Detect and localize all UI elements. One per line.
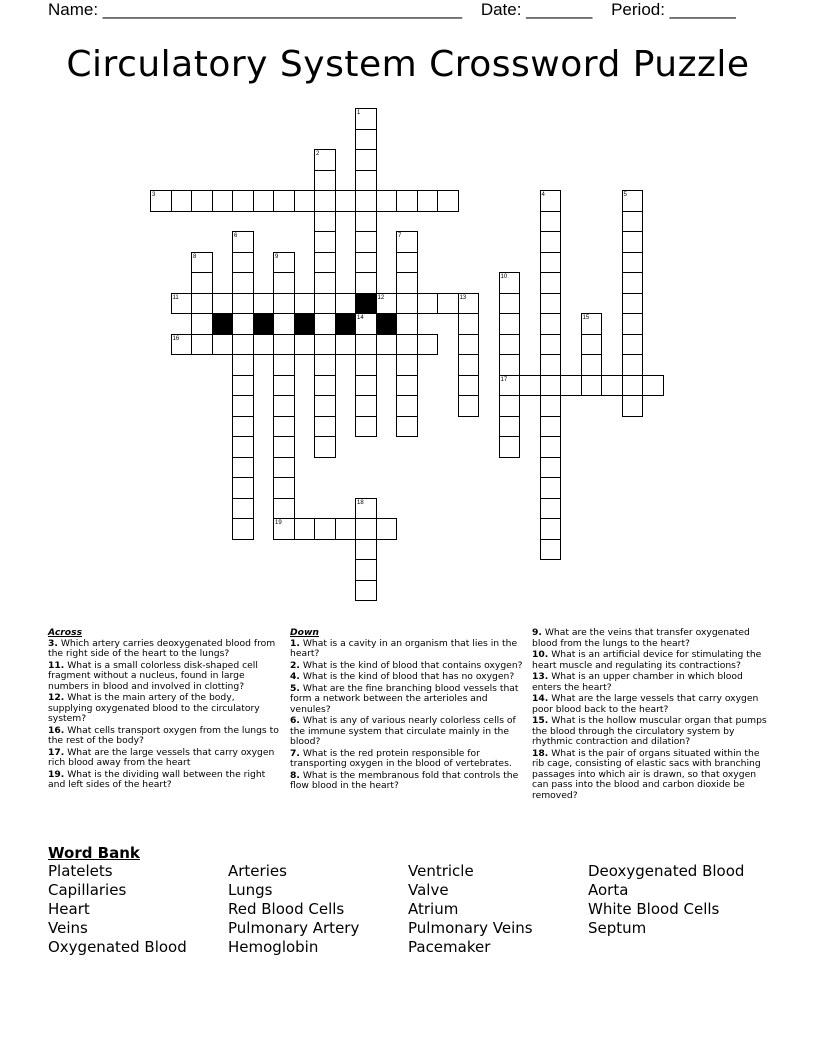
word-bank-item: Arteries xyxy=(228,862,287,880)
crossword-cell[interactable] xyxy=(540,375,562,397)
crossword-cell[interactable] xyxy=(355,190,377,212)
crossword-cell[interactable] xyxy=(396,354,418,376)
crossword-cell[interactable] xyxy=(314,231,336,253)
crossword-cell[interactable] xyxy=(622,375,644,397)
crossword-cell[interactable] xyxy=(540,313,562,335)
crossword-cell[interactable] xyxy=(458,313,480,335)
clue-number: 13 xyxy=(459,294,467,301)
crossword-cell[interactable] xyxy=(232,272,254,294)
crossword-cell[interactable] xyxy=(171,293,193,315)
word-bank-item: Septum xyxy=(588,919,647,937)
crossword-cell[interactable] xyxy=(642,375,664,397)
clue-number: 10 xyxy=(500,274,508,280)
crossword-cell[interactable] xyxy=(355,559,377,581)
crossword-cell[interactable] xyxy=(355,539,377,561)
period-field[interactable]: Period: _______ xyxy=(611,0,736,19)
crossword-cell[interactable] xyxy=(355,211,377,233)
crossword-cell[interactable] xyxy=(396,231,418,253)
word-bank-item: Ventricle xyxy=(408,862,474,880)
crossword-cell[interactable] xyxy=(499,313,521,335)
crossword-cell[interactable] xyxy=(191,293,213,315)
crossword-cell[interactable] xyxy=(171,190,193,212)
crossword-cell[interactable] xyxy=(150,190,172,212)
word-bank-item: Heart xyxy=(48,900,90,918)
crossword-cell[interactable] xyxy=(355,375,377,397)
crossword-cell[interactable] xyxy=(355,416,377,438)
crossword-cell[interactable] xyxy=(622,334,644,356)
crossword-cell[interactable] xyxy=(396,293,418,315)
crossword-cell[interactable] xyxy=(417,334,439,356)
crossword-cell[interactable] xyxy=(355,231,377,253)
crossword-cell[interactable] xyxy=(417,190,439,212)
clue-number: 9 xyxy=(275,253,279,260)
clue-number: 5 xyxy=(623,192,627,198)
crossword-cell[interactable] xyxy=(335,293,357,315)
crossword-cell[interactable] xyxy=(212,293,234,315)
crossword-cell[interactable] xyxy=(232,436,254,458)
crossword-cell[interactable] xyxy=(499,375,521,397)
crossword-cell[interactable] xyxy=(396,416,418,438)
clue-number: 1 xyxy=(357,110,361,116)
crossword-cell[interactable] xyxy=(253,293,275,315)
crossword-cell[interactable] xyxy=(581,313,603,335)
crossword-cell[interactable] xyxy=(458,375,480,397)
crossword-cell[interactable] xyxy=(355,395,377,417)
crossword-cell[interactable] xyxy=(191,272,213,294)
clue-down-13: 13. What is an upper chamber in which blood enters the heart? xyxy=(532,671,743,693)
crossword-cell[interactable] xyxy=(273,477,295,499)
crossword-cell[interactable] xyxy=(417,293,439,315)
date-field[interactable]: Date: _______ xyxy=(480,0,593,19)
crossword-cell[interactable] xyxy=(294,334,316,356)
crossword-cell[interactable] xyxy=(273,190,295,212)
clue-across-3: 3. Which artery carries deoxygenated blood from the right side of the heart to the lungs? xyxy=(48,637,276,659)
crossword-cell[interactable] xyxy=(314,518,336,540)
clue-down-4: 4. What is the kind of blood that has no oxygen? xyxy=(290,671,515,682)
crossword-cell[interactable] xyxy=(355,580,377,602)
name-field[interactable]: Name: ______________________________________ xyxy=(48,0,463,19)
clue-number: 19 xyxy=(275,520,282,526)
crossword-cell[interactable] xyxy=(499,354,521,376)
word-bank-item: Capillaries xyxy=(48,881,127,899)
crossword-cell[interactable] xyxy=(540,539,562,561)
crossword-cell[interactable] xyxy=(499,334,521,356)
crossword-cell[interactable] xyxy=(232,252,254,274)
crossword-cell[interactable] xyxy=(232,518,254,540)
clue-down-14: 14. What are the large vessels that carry oxygen poor blood back to the heart? xyxy=(532,693,759,715)
crossword-cell[interactable] xyxy=(273,436,295,458)
crossword-cell[interactable] xyxy=(294,518,316,540)
crossword-cell[interactable] xyxy=(273,313,295,335)
down-heading: Down xyxy=(290,627,319,638)
clue-number: 8 xyxy=(193,253,197,260)
clue-number: 16 xyxy=(172,335,180,342)
clue-down-18: 18. What is the pair of organs situated within the rib cage, consisting of elastic sacs with branching passages into which air is drawn, so that oxygen can pass into the blood and carbon dioxide be removed? xyxy=(532,747,761,801)
clue-across-19: 19. What is the dividing wall between the right and left sides of the heart? xyxy=(48,768,266,790)
clue-across-12: 12. What is the main artery of the body, supplying oxygenated blood to the circulatory system? xyxy=(48,692,260,724)
black-cell xyxy=(253,313,275,335)
crossword-cell[interactable] xyxy=(253,190,275,212)
crossword-cell[interactable] xyxy=(314,354,336,376)
clue-down-8: 8. What is the membranous fold that controls the flow blood in the heart? xyxy=(290,769,519,791)
crossword-cell[interactable] xyxy=(314,293,336,315)
clue-down-15: 15. What is the hollow muscular organ that pumps the blood through the circulatory system by rhythmic contraction and dilation? xyxy=(532,715,767,747)
clue-down-5: 5. What are the fine branching blood vessels that form a network between the arterioles and venules? xyxy=(290,682,519,715)
crossword-cell[interactable] xyxy=(540,518,562,540)
crossword-cell[interactable] xyxy=(540,211,562,233)
clue-across-17: 17. What are the large vessels that carry oxygen rich blood away from the heart xyxy=(48,746,275,768)
crossword-cell[interactable] xyxy=(581,354,603,376)
crossword-cell[interactable] xyxy=(273,272,295,294)
crossword-cell[interactable] xyxy=(232,354,254,376)
word-bank-item: Lungs xyxy=(228,881,273,899)
crossword-cell[interactable] xyxy=(355,354,377,376)
clue-number: 11 xyxy=(172,294,179,301)
clue-number: 17 xyxy=(500,376,508,383)
crossword-cell[interactable] xyxy=(273,252,295,274)
black-cell xyxy=(355,293,377,315)
word-bank-item xyxy=(588,938,788,957)
crossword-cell[interactable] xyxy=(355,149,377,171)
crossword-cell[interactable] xyxy=(396,272,418,294)
crossword-cell[interactable] xyxy=(540,272,562,294)
crossword-cell[interactable] xyxy=(540,477,562,499)
crossword-cell[interactable] xyxy=(499,293,521,315)
crossword-cell[interactable] xyxy=(355,313,377,335)
clue-down-9: 9. What are the veins that transfer oxygenated blood from the lungs to the heart? xyxy=(532,627,750,649)
crossword-cell[interactable] xyxy=(519,375,541,397)
crossword-cell[interactable] xyxy=(581,375,603,397)
clue-number: 14 xyxy=(357,315,364,321)
crossword-cell[interactable] xyxy=(335,518,357,540)
crossword-cell[interactable] xyxy=(335,334,357,356)
word-bank-item: Aorta xyxy=(588,881,629,899)
clue-across-16: 16. What cells transport oxygen from the lungs to the rest of the body? xyxy=(48,724,279,746)
crossword-cell[interactable] xyxy=(540,190,562,212)
crossword-cell[interactable] xyxy=(253,334,275,356)
crossword-cell[interactable] xyxy=(540,334,562,356)
crossword-cell[interactable] xyxy=(232,457,254,479)
word-bank-item: Valve xyxy=(408,881,449,899)
crossword-cell[interactable] xyxy=(622,190,644,212)
crossword-cell[interactable] xyxy=(540,436,562,458)
word-bank-item: Veins xyxy=(48,919,88,937)
crossword-cell[interactable] xyxy=(314,436,336,458)
crossword-cell[interactable] xyxy=(314,170,336,192)
clue-number: 3 xyxy=(152,192,156,198)
crossword-cell[interactable] xyxy=(437,190,459,212)
crossword-cell[interactable] xyxy=(232,416,254,438)
crossword-cell[interactable] xyxy=(540,293,562,315)
word-bank xyxy=(48,862,808,957)
crossword-cell[interactable] xyxy=(601,375,623,397)
page-title: Circulatory System Crossword Puzzle xyxy=(66,44,750,85)
clue-number: 7 xyxy=(398,233,402,239)
crossword-cell[interactable] xyxy=(314,149,336,171)
crossword-cell[interactable] xyxy=(458,334,480,356)
crossword-cell[interactable] xyxy=(540,457,562,479)
crossword-cell[interactable] xyxy=(232,190,254,212)
crossword-cell[interactable] xyxy=(171,334,193,356)
word-bank-title: Word Bank xyxy=(48,844,140,862)
crossword-cell[interactable] xyxy=(396,252,418,274)
crossword-cell[interactable] xyxy=(458,354,480,376)
crossword-cell[interactable] xyxy=(540,231,562,253)
crossword-cell[interactable] xyxy=(622,231,644,253)
across-heading: Across xyxy=(48,627,83,638)
crossword-cell[interactable] xyxy=(273,334,295,356)
clue-number: 4 xyxy=(541,192,545,198)
crossword-cell[interactable] xyxy=(232,313,254,335)
crossword-cell[interactable] xyxy=(191,334,213,356)
crossword-cell[interactable] xyxy=(212,334,234,356)
crossword-cell[interactable] xyxy=(294,190,316,212)
word-bank-item: Pulmonary Veins xyxy=(408,919,533,937)
clue-down-6: 6. What is any of various nearly colorless cells of the immune system that circulate mainly in the blood? xyxy=(290,715,516,747)
crossword-cell[interactable] xyxy=(355,129,377,151)
crossword-cell[interactable] xyxy=(314,211,336,233)
word-bank-item: Deoxygenated Blood xyxy=(588,862,745,880)
crossword-cell[interactable] xyxy=(191,252,213,274)
word-bank-item: Pulmonary Artery xyxy=(228,919,360,937)
down-clues-col2 xyxy=(532,628,768,802)
crossword-cell[interactable] xyxy=(212,190,234,212)
word-bank-item: Hemoglobin xyxy=(228,938,319,956)
crossword-cell[interactable] xyxy=(314,272,336,294)
crossword-cell[interactable] xyxy=(396,375,418,397)
crossword-cell[interactable] xyxy=(622,395,644,417)
crossword-cell[interactable] xyxy=(458,395,480,417)
crossword-cell[interactable] xyxy=(622,211,644,233)
crossword-cell[interactable] xyxy=(232,375,254,397)
crossword-cell[interactable] xyxy=(355,170,377,192)
crossword-cell[interactable] xyxy=(396,190,418,212)
word-bank-item: Oxygenated Blood xyxy=(48,938,187,956)
crossword-cell[interactable] xyxy=(499,272,521,294)
crossword-cell[interactable] xyxy=(273,457,295,479)
crossword-cell[interactable] xyxy=(232,334,254,356)
crossword-cell[interactable] xyxy=(314,313,336,335)
crossword-cell[interactable] xyxy=(581,334,603,356)
down-clues-col1 xyxy=(290,628,524,793)
crossword-cell[interactable] xyxy=(396,313,418,335)
crossword-cell[interactable] xyxy=(499,395,521,417)
clue-across-11: 11. What is a small colorless disk-shaped cell fragment without a nucleus, found in large numbers in blood and involved in clotting? xyxy=(48,659,258,692)
word-bank-item: Atrium xyxy=(408,900,459,918)
clue-down-10: 10. What is an artificial device for stimulating the heart muscle and regulating its contractions? xyxy=(532,649,762,671)
word-bank-item: Pacemaker xyxy=(408,938,491,956)
crossword-cell[interactable] xyxy=(376,334,398,356)
crossword-cell[interactable] xyxy=(376,190,398,212)
crossword-cell[interactable] xyxy=(355,108,377,130)
crossword-cell[interactable] xyxy=(232,395,254,417)
crossword-cell[interactable] xyxy=(191,190,213,212)
clue-down-7: 7. What is the red protein responsible for transporting oxygen in the blood of vertebrates. xyxy=(290,747,512,769)
crossword-cell[interactable] xyxy=(540,354,562,376)
crossword-cell[interactable] xyxy=(540,416,562,438)
crossword-cell[interactable] xyxy=(273,293,295,315)
crossword-cell[interactable] xyxy=(499,416,521,438)
crossword-cell[interactable] xyxy=(335,190,357,212)
clue-down-1: 1. What is a cavity in an organism that lies in the heart? xyxy=(290,637,518,659)
crossword-cell[interactable] xyxy=(622,252,644,274)
clue-number: 12 xyxy=(377,294,385,301)
crossword-cell[interactable] xyxy=(458,293,480,315)
crossword-cell[interactable] xyxy=(314,395,336,417)
crossword-cell[interactable] xyxy=(273,518,295,540)
crossword-cell[interactable] xyxy=(314,375,336,397)
crossword-cell[interactable] xyxy=(273,375,295,397)
crossword-cell[interactable] xyxy=(396,395,418,417)
word-bank-item: White Blood Cells xyxy=(588,900,720,918)
crossword-cell[interactable] xyxy=(355,334,377,356)
crossword-cell[interactable] xyxy=(273,416,295,438)
crossword-cell[interactable] xyxy=(314,334,336,356)
crossword-cell[interactable] xyxy=(355,498,377,520)
crossword-cell[interactable] xyxy=(314,190,336,212)
crossword-cell[interactable] xyxy=(355,518,377,540)
crossword-cell[interactable] xyxy=(540,252,562,274)
crossword-cell[interactable] xyxy=(396,334,418,356)
crossword-cell[interactable] xyxy=(232,231,254,253)
crossword-cell[interactable] xyxy=(273,354,295,376)
crossword-cell[interactable] xyxy=(355,272,377,294)
clue-number: 18 xyxy=(357,499,364,506)
crossword-cell[interactable] xyxy=(294,293,316,315)
crossword-cell[interactable] xyxy=(376,293,398,315)
crossword-cell[interactable] xyxy=(540,395,562,417)
crossword-cell[interactable] xyxy=(560,375,582,397)
crossword-cell[interactable] xyxy=(622,354,644,376)
crossword-cell[interactable] xyxy=(232,498,254,520)
crossword-cell[interactable] xyxy=(540,498,562,520)
crossword-cell[interactable] xyxy=(355,252,377,274)
clue-number: 6 xyxy=(234,233,238,239)
crossword-cell[interactable] xyxy=(232,293,254,315)
crossword-cell[interactable] xyxy=(273,498,295,520)
across-clues xyxy=(48,628,280,792)
clue-number: 15 xyxy=(582,315,590,321)
crossword-cell[interactable] xyxy=(437,293,459,315)
crossword-cell[interactable] xyxy=(191,313,213,335)
crossword-cell[interactable] xyxy=(273,395,295,417)
crossword-cell[interactable] xyxy=(622,293,644,315)
crossword-cell[interactable] xyxy=(622,313,644,335)
crossword-cell[interactable] xyxy=(314,416,336,438)
crossword-cell[interactable] xyxy=(499,436,521,458)
word-bank-item: Platelets xyxy=(48,862,113,880)
crossword-cell[interactable] xyxy=(622,272,644,294)
crossword-cell[interactable] xyxy=(314,252,336,274)
black-cell xyxy=(335,313,357,335)
crossword-cell[interactable] xyxy=(376,518,398,540)
black-cell xyxy=(212,313,234,335)
crossword-cell[interactable] xyxy=(232,477,254,499)
word-bank-item: Red Blood Cells xyxy=(228,900,345,918)
clue-down-2: 2. What is the kind of blood that contains oxygen? xyxy=(290,659,523,671)
black-cell xyxy=(294,313,316,335)
black-cell xyxy=(376,313,398,335)
clue-number: 2 xyxy=(316,151,320,157)
